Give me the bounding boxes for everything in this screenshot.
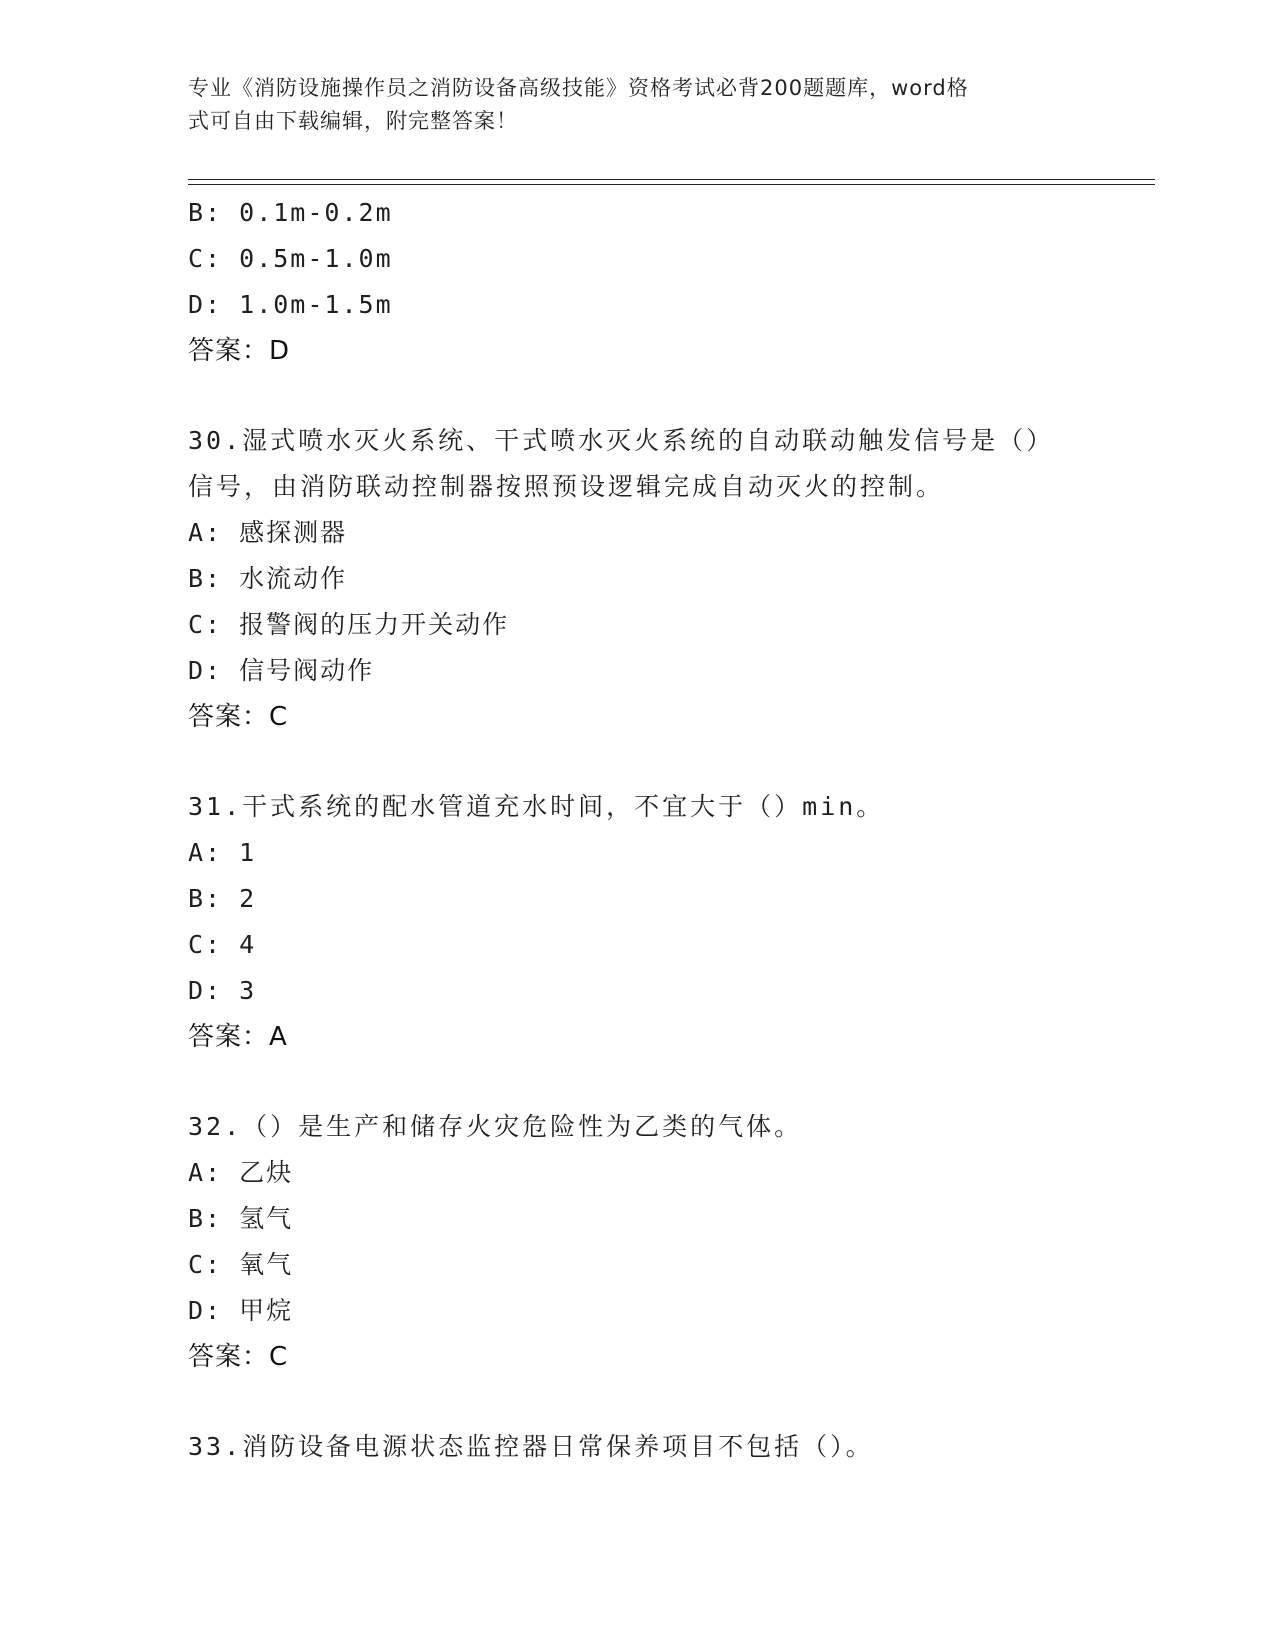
spacer xyxy=(188,740,1148,784)
question-stem: 32.（）是生产和储存火灾危险性为乙类的气体。 xyxy=(188,1112,803,1141)
option-c: C: 氧气 xyxy=(188,1250,294,1279)
option-d: D: 甲烷 xyxy=(188,1296,294,1325)
document-header xyxy=(188,72,1068,138)
header-line-1: 专业《消防设施操作员之消防设备高级技能》资格考试必背200题题库，word格 xyxy=(188,76,969,100)
header-divider-top xyxy=(188,179,1155,180)
option-b: B: 氢气 xyxy=(188,1204,294,1233)
option-d: D: 3 xyxy=(188,976,257,1005)
spacer xyxy=(188,1060,1148,1104)
question-33 xyxy=(188,1424,1148,1470)
option-b: B: 2 xyxy=(188,884,257,913)
option-c: C: 4 xyxy=(188,930,257,959)
question-stem: 31.干式系统的配水管道充水时间，不宜大于（）min。 xyxy=(188,792,885,821)
option-c: C: 报警阀的压力开关动作 xyxy=(188,610,510,639)
header-divider-bottom xyxy=(188,184,1155,185)
question-stem: 信号，由消防联动控制器按照预设逻辑完成自动灭火的控制。 xyxy=(188,472,945,501)
question-32 xyxy=(188,1104,1148,1380)
question-stem: 33.消防设备电源状态监控器日常保养项目不包括（）。 xyxy=(188,1432,874,1461)
option-b: B: 0.1m-0.2m xyxy=(188,198,393,227)
option-b: B: 水流动作 xyxy=(188,564,348,593)
answer-label: 答案：D xyxy=(188,336,291,366)
option-a: A: 感探测器 xyxy=(188,518,348,547)
option-a: A: 1 xyxy=(188,838,257,867)
question-29-continued xyxy=(188,190,1148,374)
answer-label: 答案：A xyxy=(188,1022,288,1052)
option-c: C: 0.5m-1.0m xyxy=(188,244,393,273)
spacer xyxy=(188,1380,1148,1424)
question-stem: 30.湿式喷水灭火系统、干式喷水灭火系统的自动联动触发信号是（） xyxy=(188,426,1055,455)
answer-label: 答案：C xyxy=(188,702,289,732)
question-31 xyxy=(188,784,1148,1060)
spacer xyxy=(188,374,1148,418)
header-line-2: 式可自由下载编辑，附完整答案！ xyxy=(188,109,518,133)
answer-label: 答案：C xyxy=(188,1342,289,1372)
option-a: A: 乙炔 xyxy=(188,1158,294,1187)
option-d: D: 1.0m-1.5m xyxy=(188,290,393,319)
question-list xyxy=(188,190,1148,1470)
question-30 xyxy=(188,418,1148,740)
option-d: D: 信号阀动作 xyxy=(188,656,375,685)
